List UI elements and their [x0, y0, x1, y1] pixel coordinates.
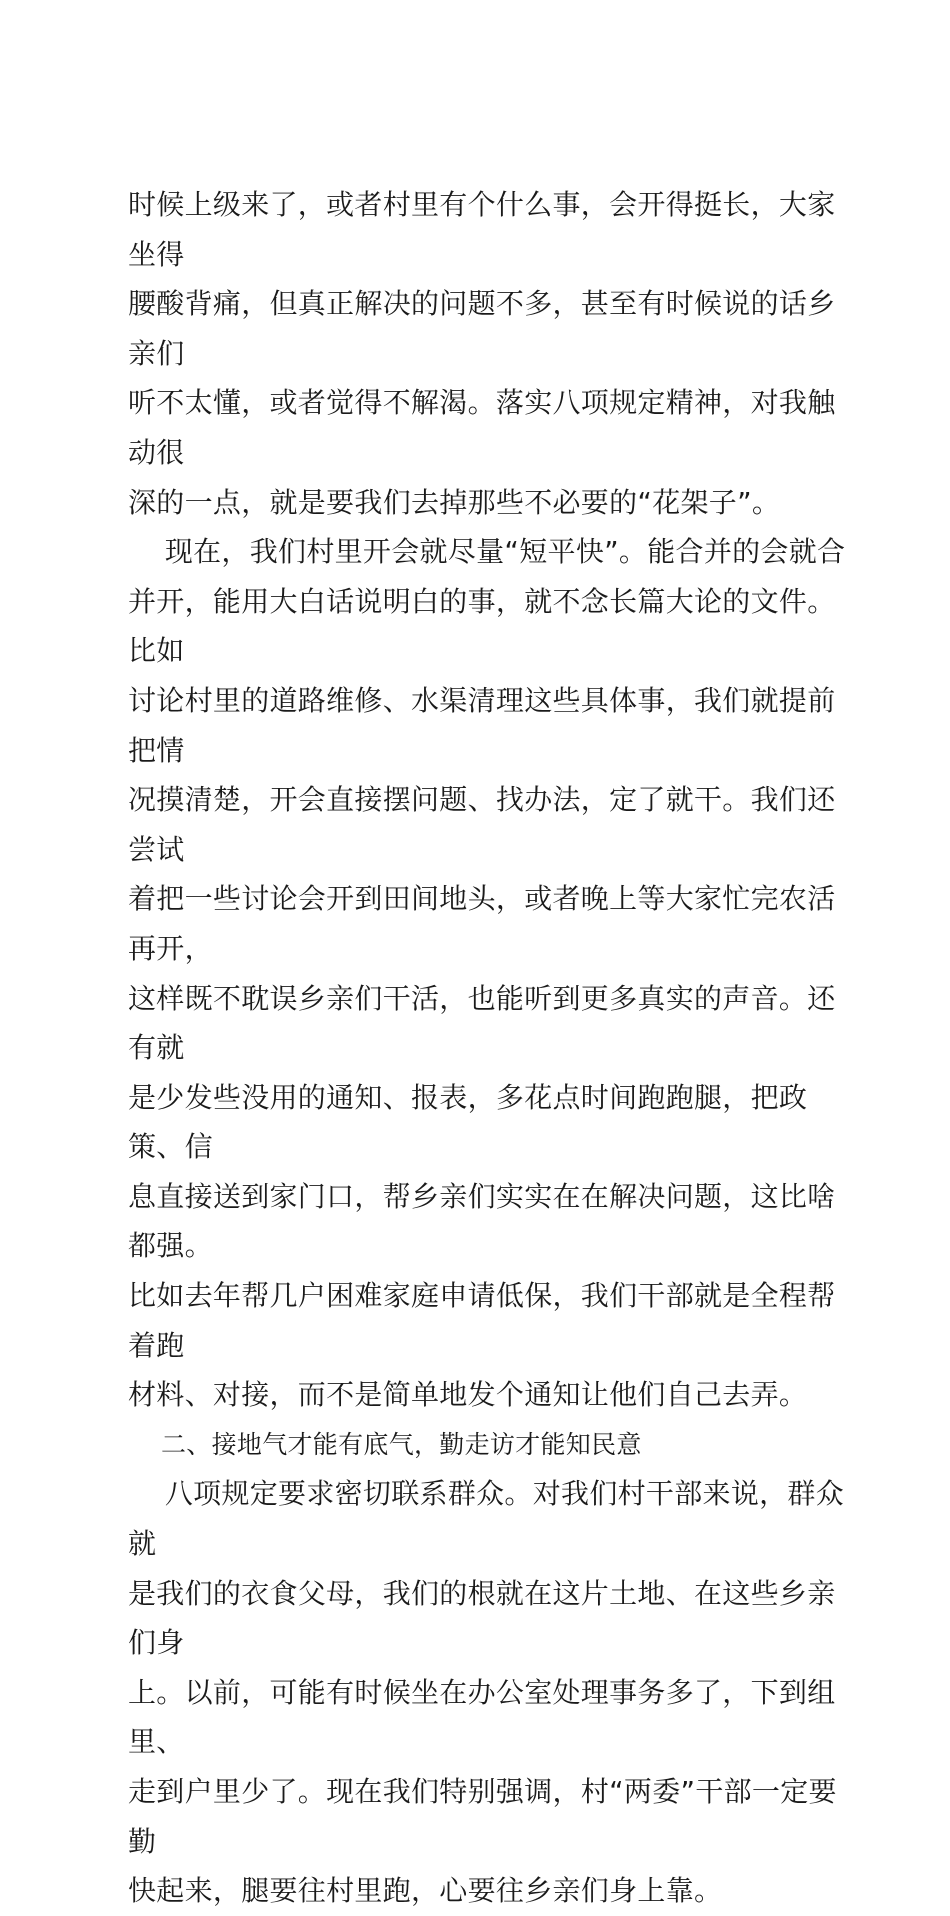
paragraph-short-meetings: 现在，我们村里开会就尽量“短平快”。能合并的会就合 并开，能用大白话说明白的事，就不念长篇大论的文件。比如 讨论村里的道路维修、水渠清理这些具体事，我们就提前把情 况摸清楚，开会直接摆问题、找办法，定了就干。我们还尝试 着把一些讨论会开到田间地头，或者晚上等大家忙完农活再开， 这样既不耽误乡亲们干活，也能听到更多真实的声音。还有就 是少发些没用的通知、报表，多花点时间跑跑腿，把政策、信 息直接送到家门口，帮乡亲们实实在在解决问题，这比啥都强。 比如去年帮几户困难家庭申请低保，我们干部就是全程帮着跑 材料、对接，而不是简单地发个通知让他们自己去弄。: [128, 535, 846, 1412]
paragraph-contact-masses: 八项规定要求密切联系群众。对我们村干部来说，群众就 是我们的衣食父母，我们的根就在这片土地、在这些乡亲们身 上。以前，可能有时候坐在办公室处理事务多了，下到组里、 走到户里少了。现在我们特别强调，村“两委”干部一定要勤 快起来，腿要往村里跑，心要往乡亲们身上靠。: [128, 1477, 845, 1908]
document-body: [128, 180, 848, 1916]
paragraph-meeting-style: 时候上级来了，或者村里有个什么事，会开得挺长，大家坐得 腰酸背痛，但真正解决的问题不多，甚至有时候说的话乡亲们 听不太懂，或者觉得不解渴。落实八项规定精神，对我触动很 深的一点，就是要我们去掉那些不必要的“花架子”。: [128, 188, 836, 519]
section-heading-two: 二、接地气才能有底气，勤走访才能知民意: [128, 1429, 642, 1459]
